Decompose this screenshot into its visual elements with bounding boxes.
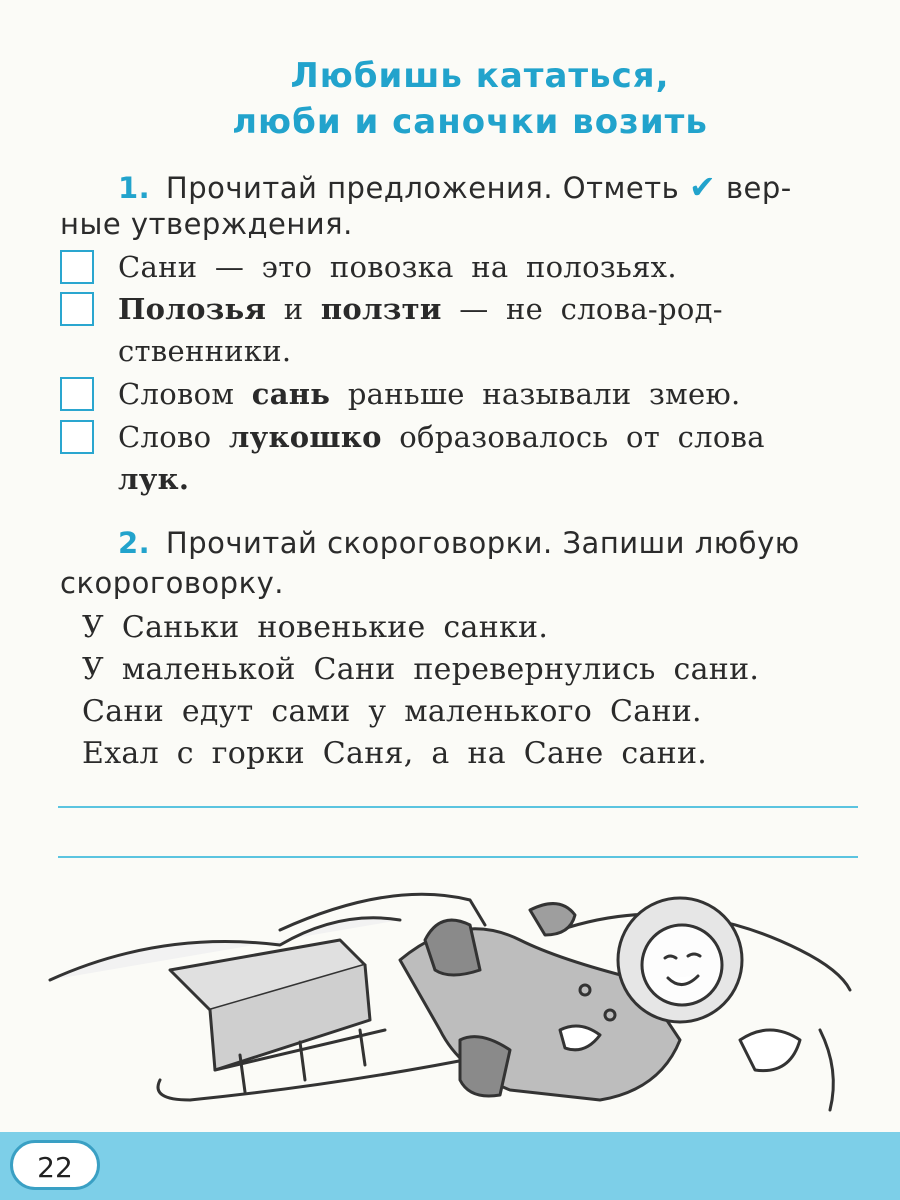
page-number: 22: [10, 1140, 100, 1190]
tongue-twister-1: У Саньки новенькие санки.: [82, 610, 549, 645]
statement-4-post: образовалось от слова: [381, 420, 765, 454]
statement-3-bold: сань: [251, 377, 331, 411]
statement-2-bold2: ползти: [320, 292, 442, 326]
task2-instruction: [118, 526, 800, 560]
statement-4-bold: лукошко: [228, 420, 382, 454]
statement-2-mid: и: [266, 292, 321, 326]
check-mark-icon: ✔: [688, 168, 717, 206]
answer-checkbox-2[interactable]: [60, 292, 94, 326]
writing-line-2[interactable]: [58, 856, 858, 858]
task2-line2: скороговорку.: [60, 566, 284, 600]
tongue-twister-4: Ехал с горки Саня, а на Сане сани.: [82, 736, 708, 771]
task1-text-a: Прочитай предложения. Отметь: [165, 171, 680, 205]
page-footer-band: [0, 1132, 900, 1200]
page-title-line2: люби и саночки возить: [232, 102, 708, 142]
answer-checkbox-3[interactable]: [60, 377, 94, 411]
child-on-sled-illustration: [40, 870, 860, 1120]
task2-line1: Прочитай скороговорки. Запиши любую: [165, 526, 800, 560]
statement-3-post: раньше называли змею.: [330, 377, 741, 411]
statement-2-bold1: Полозья: [118, 292, 267, 326]
statement-3: [118, 377, 741, 411]
statement-4-line2: [118, 462, 189, 496]
statement-4: [118, 420, 765, 454]
task1-text-c: ные утверждения.: [60, 207, 353, 241]
statement-1: Сани — это повозка на полозьях.: [118, 250, 677, 284]
statement-4-pre: Слово: [118, 420, 229, 454]
statement-4-bold-line2: лук.: [118, 462, 190, 496]
statement-2: [118, 292, 723, 326]
answer-checkbox-1[interactable]: [60, 250, 94, 284]
writing-line-1[interactable]: [58, 806, 858, 808]
tongue-twister-2: У маленькой Сани перевернулись сани.: [82, 652, 760, 687]
task1-instruction: [118, 168, 792, 206]
task2-number: 2.: [118, 526, 151, 560]
statement-3-pre: Словом: [118, 377, 252, 411]
task1-text-b: вер-: [725, 171, 792, 205]
page-title-line1: Любишь кататься,: [290, 56, 670, 96]
statement-2-rest: — не слова-род-: [441, 292, 723, 326]
statement-2-line2: ственники.: [118, 334, 292, 368]
answer-checkbox-4[interactable]: [60, 420, 94, 454]
tongue-twister-3: Сани едут сами у маленького Сани.: [82, 694, 702, 729]
task1-number: 1.: [118, 171, 151, 205]
